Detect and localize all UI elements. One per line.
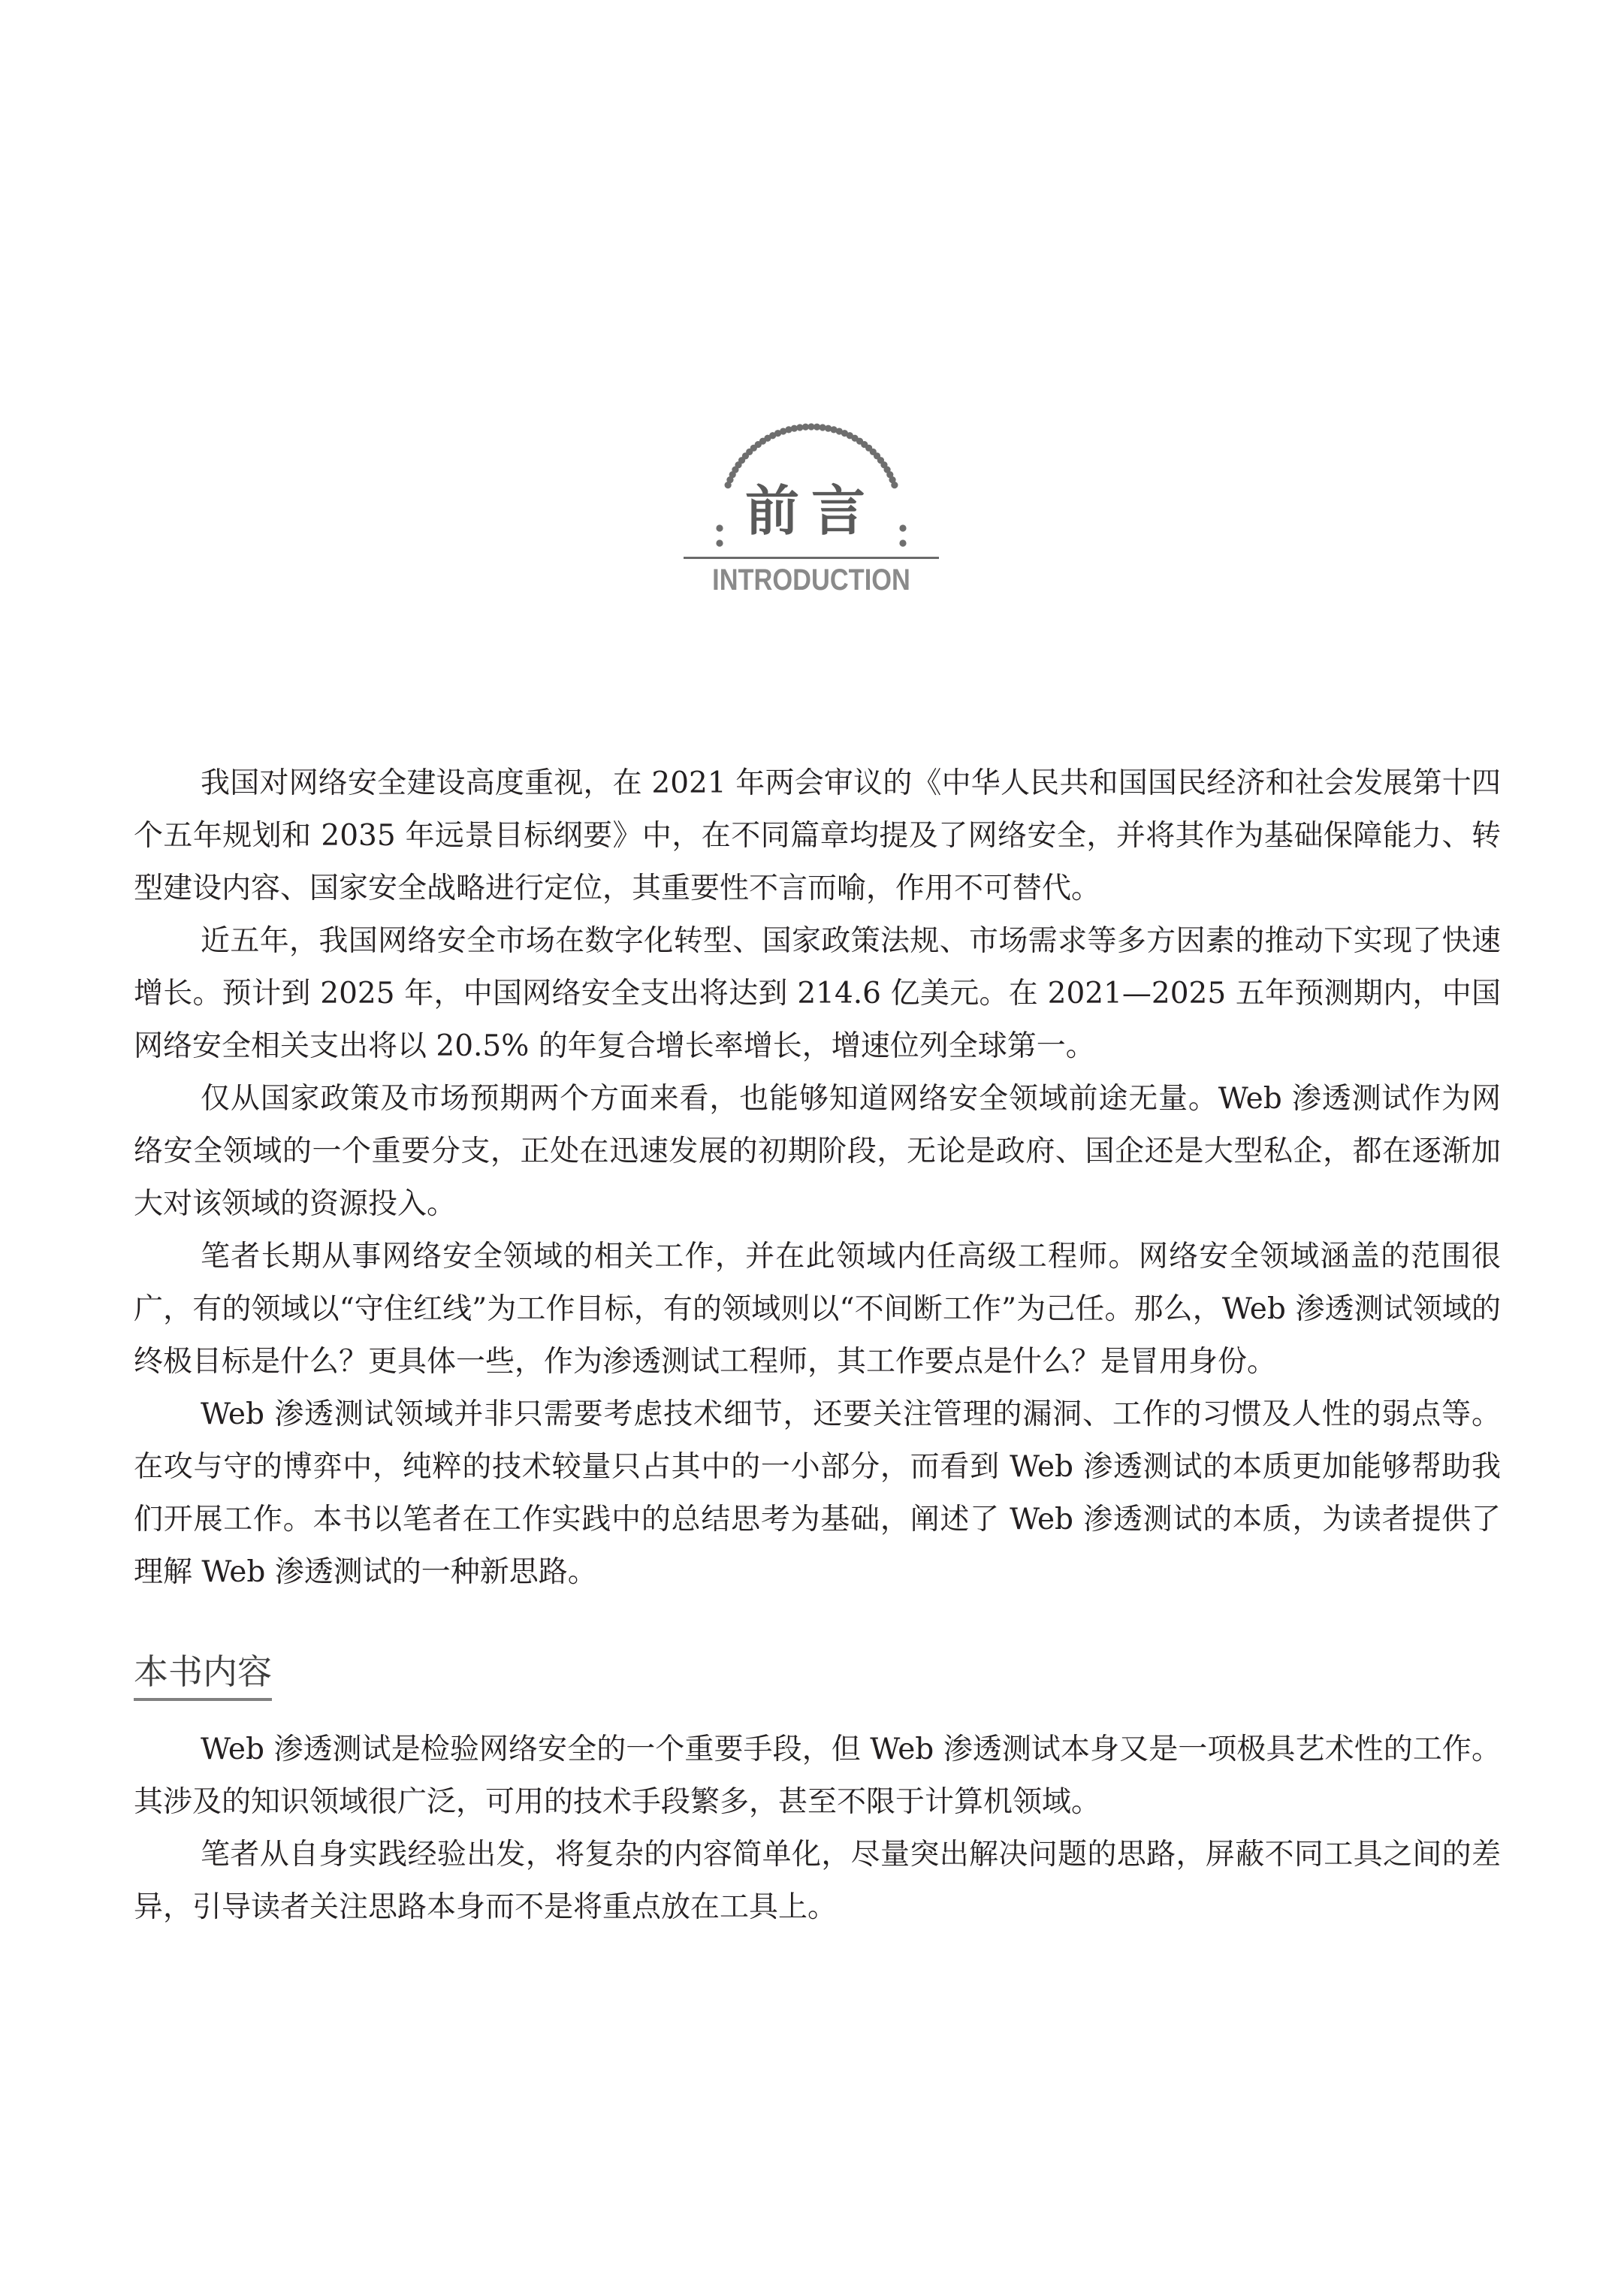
chapter-subtitle: INTRODUCTION: [712, 563, 910, 597]
chapter-header: [676, 412, 946, 600]
intro-paragraph-5: Web 渗透测试领域并非只需要考虑技术细节，还要关注管理的漏洞、工作的习惯及人性的弱点等。在攻与守的博弈中，纯粹的技术较量只占其中的一小部分，而看到 Web 渗透测试的本质更加能够帮助我们开展工作。本书以笔者在工作实践中的总结思考为基础，阐述了 Web 渗透测试的本质，为读者提供了理解 Web 渗透测试的一种新思路。: [134, 1397, 1501, 1589]
intro-paragraph-4: 笔者长期从事网络安全领域的相关工作，并在此领域内任高级工程师。网络安全领域涵盖的范围很广，有的领域以“守住红线”为工作目标，有的领域则以“不间断工作”为己任。那么，Web 渗透测试领域的终极目标是什么？更具体一些，作为渗透测试工程师，其工作要点是什么？是冒用身份。: [134, 1240, 1501, 1379]
side-dot: [899, 539, 906, 546]
title-underline-rule: [684, 557, 939, 559]
side-dot: [716, 539, 723, 546]
section-heading: 本书内容: [134, 1645, 272, 1701]
intro-paragraph-3: 仅从国家政策及市场预期两个方面来看，也能够知道网络安全领域前途无量。Web 渗透测试作为网络安全领域的一个重要分支，正处在迅速发展的初期阶段，无论是政府、国企还是大型私企，都在逐渐加大对该领域的资源投入。: [134, 1082, 1501, 1221]
main-content: [134, 757, 1501, 1934]
section-paragraph-1: Web 渗透测试是检验网络安全的一个重要手段，但 Web 渗透测试本身又是一项极具艺术性的工作。其涉及的知识领域很广泛，可用的技术手段繁多，甚至不限于计算机领域。: [134, 1733, 1501, 1819]
intro-paragraph-1: 我国对网络安全建设高度重视，在 2021 年两会审议的《中华人民共和国国民经济和社会发展第十四个五年规划和 2035 年远景目标纲要》中，在不同篇章均提及了网络安全，并将其作为基础保障能力、转型建设内容、国家安全战略进行定位，其重要性不言而喻，作用不可替代。: [134, 766, 1501, 905]
intro-paragraph-2: 近五年，我国网络安全市场在数字化转型、国家政策法规、市场需求等多方因素的推动下实现了快速增长。预计到 2025 年，中国网络安全支出将达到 214.6 亿美元。在 2021—2025 五年预测期内，中国网络安全相关支出将以 20.5% 的年复合增长率增长，增速位列全球第一。: [134, 924, 1501, 1063]
chapter-title: 前言: [744, 479, 877, 542]
section-paragraph-2: 笔者从自身实践经验出发，将复杂的内容简单化，尽量突出解决问题的思路，屏蔽不同工具之间的差异，引导读者关注思路本身而不是将重点放在工具上。: [134, 1838, 1501, 1924]
